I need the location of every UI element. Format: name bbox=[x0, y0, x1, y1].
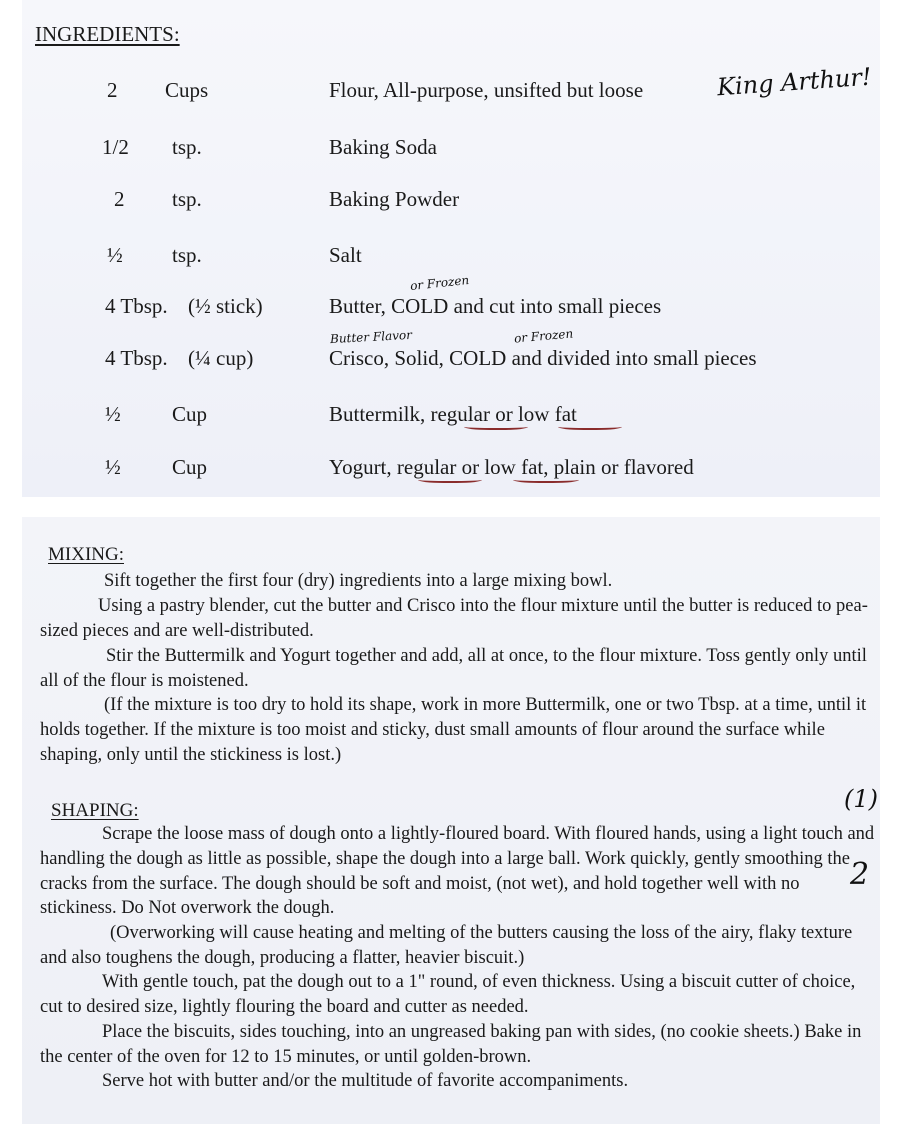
underline-mark bbox=[558, 422, 622, 430]
margin-mark: 2 bbox=[850, 857, 870, 892]
ingredient-unit: tsp. bbox=[172, 243, 202, 267]
mixing-heading: MIXING: bbox=[48, 544, 124, 565]
ingredient-unit: (¼ cup) bbox=[188, 346, 254, 370]
mixing-paragraph: Using a pastry blender, cut the butter and Crisco into the flour mixture until the butter is reduced to pea-sized pieces and are well-distributed. bbox=[40, 596, 868, 641]
ingredient-desc: Baking Powder bbox=[329, 187, 460, 211]
instructions-panel bbox=[22, 517, 880, 1124]
mixing-paragraph: (If the mixture is too dry to hold its shape, work in more Buttermilk, one or two Tbsp. at a time, until it holds together. If the mixture is too moist and sticky, dust small amounts of flour around the surface while shaping, only until the stickiness is lost.) bbox=[40, 695, 867, 765]
ingredient-qty: 4 Tbsp. bbox=[105, 294, 168, 318]
shaping-heading: SHAPING: bbox=[51, 800, 139, 821]
ingredient-qty: 2 bbox=[114, 187, 125, 211]
handwritten-note-king-arthur: King Arthur! bbox=[716, 62, 873, 102]
shaping-paragraph: With gentle touch, pat the dough out to a 1" round, of even thickness. Using a biscuit cutter of choice, cut to desired size, lightly flouring the board and cutter as needed. bbox=[40, 972, 856, 1017]
handwritten-note-or-frozen: or Frozen bbox=[409, 272, 470, 294]
underline-mark bbox=[418, 475, 482, 483]
ingredient-qty: 2 bbox=[107, 78, 118, 102]
ingredient-qty: 1/2 bbox=[102, 135, 129, 159]
ingredient-desc: Salt bbox=[329, 243, 362, 267]
ingredient-unit: tsp. bbox=[172, 187, 202, 211]
ingredient-unit: Cup bbox=[172, 455, 208, 479]
underline-mark bbox=[464, 422, 528, 430]
ingredient-desc: Butter, COLD and cut into small pieces bbox=[329, 294, 662, 318]
handwritten-note-butter-flavor: Butter Flavor bbox=[329, 327, 413, 347]
ingredient-qty: 4 Tbsp. bbox=[105, 346, 168, 370]
ingredients-panel bbox=[22, 0, 880, 497]
underline-mark bbox=[513, 475, 579, 483]
ingredients-heading: INGREDIENTS: bbox=[35, 22, 180, 46]
ingredient-qty: ½ bbox=[105, 402, 121, 426]
ingredient-desc: Crisco, Solid, COLD and divided into small pieces bbox=[329, 346, 757, 370]
ingredient-unit: (½ stick) bbox=[188, 294, 263, 318]
ingredient-desc: Yogurt, regular or low fat, plain or flavored bbox=[329, 455, 694, 479]
ingredient-qty: ½ bbox=[105, 455, 121, 479]
shaping-paragraph: (Overworking will cause heating and melting of the butters causing the loss of the airy, flaky texture and also toughens the dough, producing a flatter, heavier biscuit.) bbox=[40, 923, 853, 968]
mixing-paragraph: Stir the Buttermilk and Yogurt together and add, all at once, to the flour mixture. Toss gently only until all of the flour is moistened. bbox=[40, 646, 867, 691]
ingredient-qty: ½ bbox=[107, 243, 123, 267]
shaping-paragraph: Place the biscuits, sides touching, into an ungreased baking pan with sides, (no cookie sheets.) Bake in the center of the oven for 12 to 15 minutes, or until golden-brown. bbox=[40, 1022, 862, 1067]
margin-mark: (1) bbox=[844, 785, 878, 813]
ingredient-unit: Cups bbox=[165, 78, 209, 102]
shaping-paragraph: Scrape the loose mass of dough onto a lightly-floured board. With floured hands, using a light touch and handling the dough as little as possible, shape the dough into a large ball. Work quickly, gently smoothing the cracks from the surface. The dough should be soft and moist, (not wet), and hold together well with no stickiness. Do Not overwork the dough. bbox=[40, 824, 875, 919]
ingredient-desc: Baking Soda bbox=[329, 135, 437, 159]
ingredient-unit: Cup bbox=[172, 402, 208, 426]
mixing-paragraph: Sift together the first four (dry) ingredients into a large mixing bowl. bbox=[104, 571, 613, 591]
handwritten-note-or-frozen: or Frozen bbox=[513, 326, 574, 346]
ingredient-desc: Flour, All-purpose, unsifted but loose bbox=[329, 78, 644, 102]
ingredient-desc: Buttermilk, regular or low fat bbox=[329, 402, 577, 426]
ingredient-unit: tsp. bbox=[172, 135, 202, 159]
shaping-paragraph: Serve hot with butter and/or the multitude of favorite accompaniments. bbox=[102, 1071, 629, 1091]
